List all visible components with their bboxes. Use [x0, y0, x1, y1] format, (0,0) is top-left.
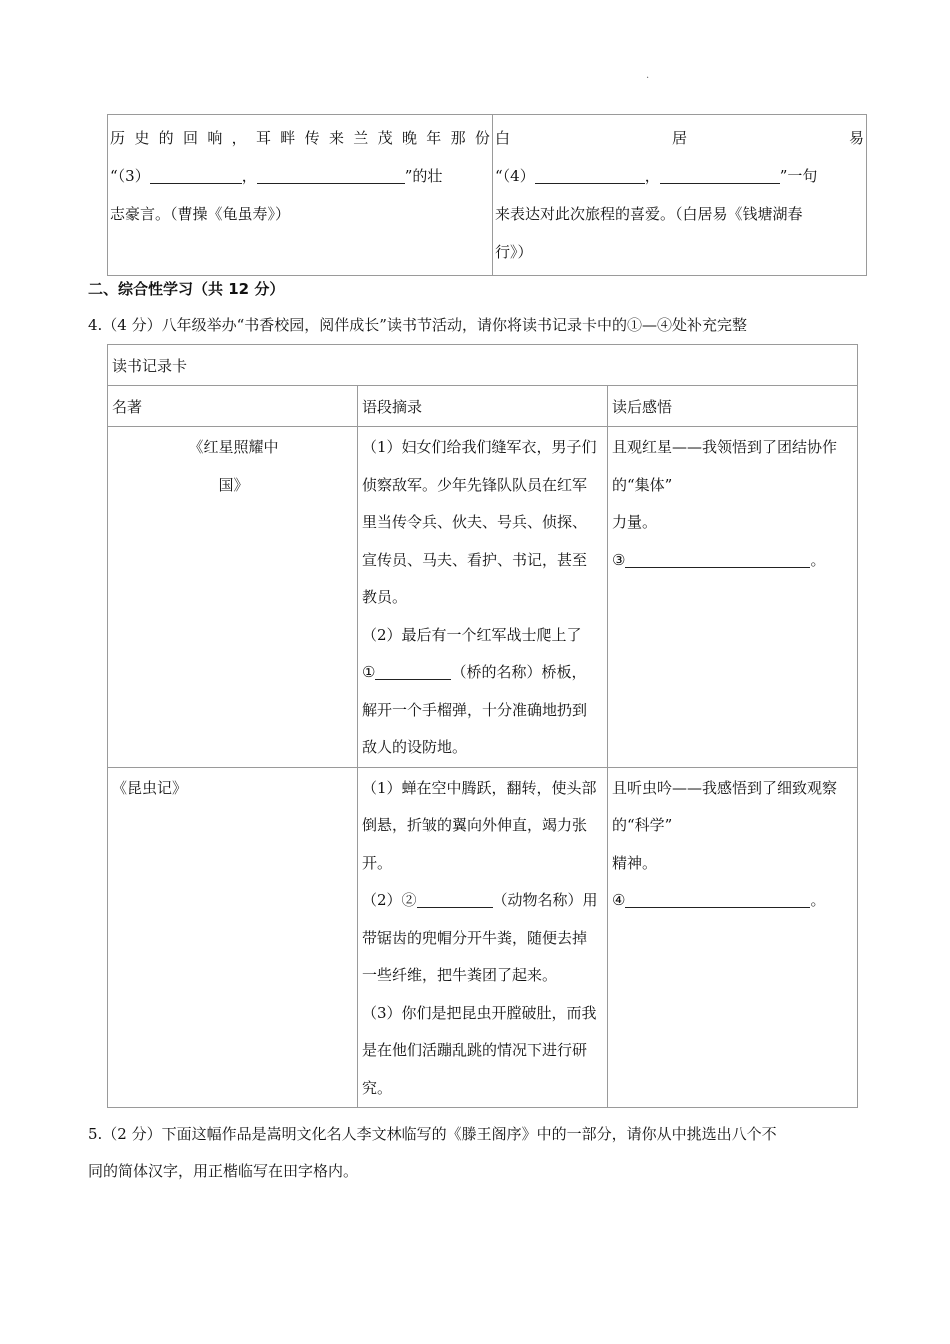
table-row [108, 427, 858, 768]
poetry-cell-left [108, 115, 493, 276]
blank-3-answer[interactable] [625, 549, 810, 568]
reading-record-card [107, 344, 858, 1108]
question-5: 5.（2 分）下面这幅作品是嵩明文化名人李文林临写的《滕王阁序》中的一部分，请你从中挑选出八个不 同的简体汉字，用正楷临写在田字格内。 [88, 1125, 777, 1180]
right-line-2: “（4） ， ”一句 [495, 167, 818, 185]
blank-4-answer[interactable] [625, 889, 810, 908]
header-book: 名著 [108, 386, 358, 427]
excerpt-cell: （1）蝉在空中腾跃，翻转，使头部 倒悬，折皱的翼向外伸直，竭力张 开。 （2）② （动物名称）用 带锯齿的兜帽分开牛粪，随便去掉 一些纤维，把牛粪团了起来。 （3）你们是把昆虫开膛破肚，而我 是在他们活蹦乱跳的情况下进行研 究。 [358, 767, 608, 1108]
left-line-1: 历 史 的 回 响 ， 耳 畔 传 来 兰 茂 晚 年 那 份 [110, 129, 490, 147]
table-row [108, 767, 858, 1108]
header-reflection: 读后感悟 [608, 386, 858, 427]
blank-4a[interactable] [535, 165, 645, 184]
card-title: 读书记录卡 [108, 345, 858, 386]
poetry-cell-right [493, 115, 867, 276]
question-4: 4.（4 分）八年级举办“书香校园，阅伴成长”读书节活动，请你将读书记录卡中的①—④处补充完整 [88, 316, 747, 334]
page-mark: . [646, 70, 650, 81]
reflection-cell: 且听虫吟——我感悟到了细致观察的“科学” 精神。 ④ 。 [608, 767, 858, 1108]
right-line-3: 来表达对此次旅程的喜爱。（白居易《钱塘湖春 [495, 205, 803, 223]
blank-1[interactable] [375, 661, 451, 680]
book-cell: 《红星照耀中 国》 [108, 427, 358, 768]
right-line-4: 行》） [495, 243, 533, 261]
section-heading: 二、综合性学习（共 12 分） [88, 280, 285, 298]
header-excerpt: 语段摘录 [358, 386, 608, 427]
right-line-1: 白 居 易 [495, 129, 864, 147]
blank-3b[interactable] [257, 165, 405, 184]
left-line-3: 志豪言。（曹操《龟虽寿》） [110, 205, 291, 223]
book-cell: 《昆虫记》 [108, 767, 358, 1108]
blank-3a[interactable] [150, 165, 242, 184]
blank-4b[interactable] [660, 165, 780, 184]
left-line-2: “（3） ， ”的壮 [110, 167, 443, 185]
blank-2[interactable] [417, 889, 493, 908]
excerpt-cell: （1）妇女们给我们缝军衣，男子们 侦察敌军。少年先锋队队员在红军 里当传令兵、伙夫、号兵、侦探、 宣传员、马夫、看护、书记，甚至 教员。 （2）最后有一个红军战士爬上了 ① （桥的名称）桥板， 解开一个手榴弹，十分准确地扔到 敌人的设防地。 [358, 427, 608, 768]
poetry-fill-table [107, 114, 867, 276]
reflection-cell: 且观红星——我领悟到了团结协作的“集体” 力量。 ③ 。 [608, 427, 858, 768]
